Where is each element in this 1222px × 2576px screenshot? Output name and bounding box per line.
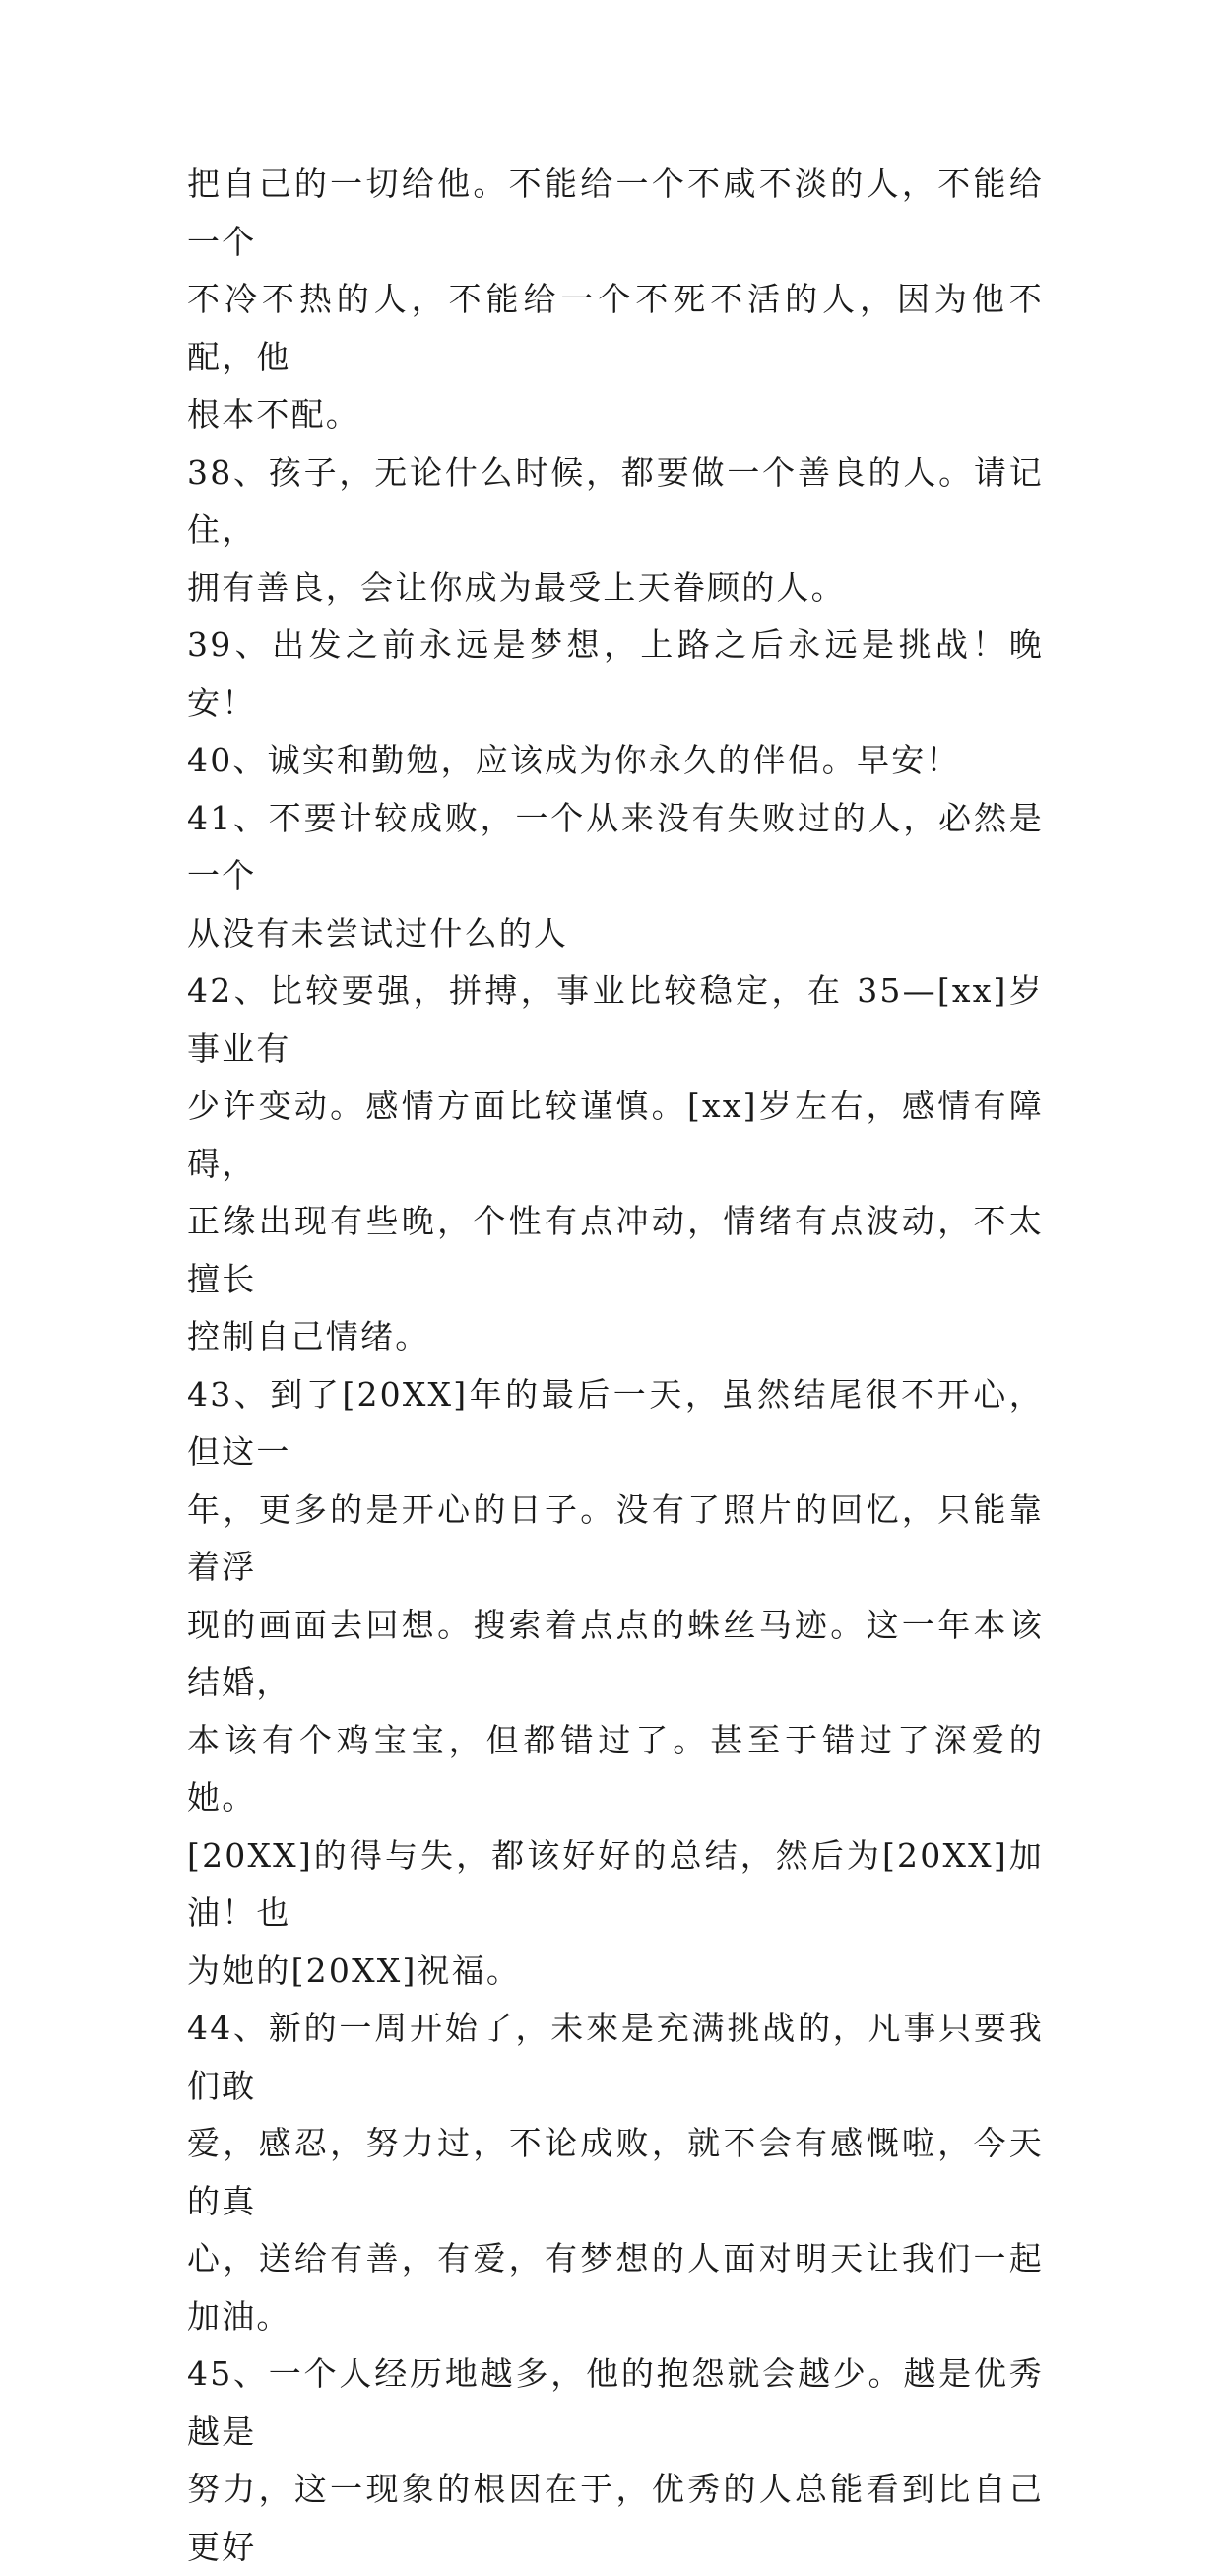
paragraph-item-40: 40、诚实和勤勉，应该成为你永久的伴侣。早安！ [187,741,961,779]
paragraph-item-41: 41、不要计较成败，一个从来没有失败过的人，必然是一个 从没有未尝试过什么的人 [187,798,1044,953]
paragraph-item-39: 39、出发之前永远是梦想，上路之后永远是挑战！晚安！ [187,626,1044,722]
document-body [187,156,1044,2576]
paragraph-item-38: 38、孩子，无论什么时候，都要做一个善良的人。请记住， 拥有善良，会让你成为最受上天眷顾的人。 [187,452,1044,607]
paragraph-item-44: 44、新的一周开始了，未來是充满挑战的，凡事只要我们敢 爱，感忍，努力过，不论成败，就不会有感慨啦，今天的真 心，送给有善，有爱，有梦想的人面对明天让我们一起加油。 [187,2009,1044,2336]
paragraph-item-43: 43、到了[20XX]年的最后一天，虽然结尾很不开心，但这一 年，更多的是开心的日子。没有了照片的回忆，只能靠着浮 现的画面去回想。搜索着点点的蛛丝马迹。这一年本该结婚， 本该有个鸡宝宝，但都错过了。甚至于错过了深爱的她。 [20XX]的得与失，都该好好的总结，然后为[20XX]加油！也 为她的[20XX]祝福。 [187,1374,1044,1990]
paragraph-item-45: 45、一个人经历地越多，他的抱怨就会越少。越是优秀越是 努力，这一现象的根因在于，优秀的人总能看到比自己更好 [187,2354,1044,2566]
paragraph-continuation: 把自己的一切给他。不能给一个不咸不淡的人，不能给一个 不冷不热的人，不能给一个不死不活的人，因为他不配，他 根本不配。 [187,165,1044,433]
paragraph-item-42: 42、比较要强，拼搏，事业比较稳定，在 35—[xx]岁事业有 少许变动。感情方面比较谨慎。[xx]岁左右，感情有障碍， 正缘出现有些晚，个性有点冲动，情绪有点波动，不太擅长 控制自己情绪。 [187,971,1044,1355]
